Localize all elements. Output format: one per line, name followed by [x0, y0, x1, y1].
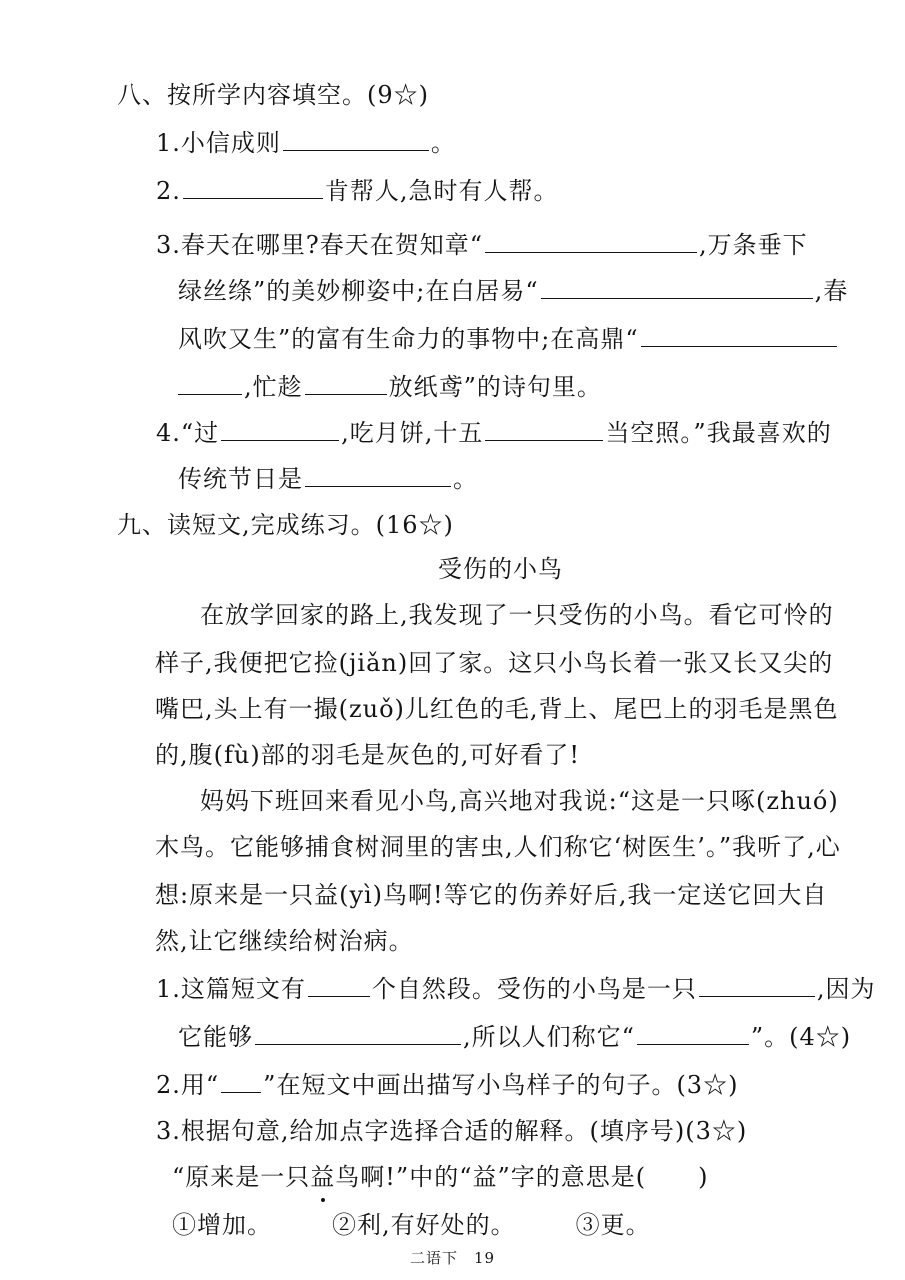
- answer-blank[interactable]: [541, 276, 813, 299]
- answer-blank[interactable]: [308, 974, 370, 997]
- option-2: ②利,有好处的。: [332, 1211, 516, 1239]
- answer-blank[interactable]: [637, 1022, 749, 1045]
- s9-question-1-line-1: 1.这篇短文有 个自然段。受伤的小鸟是一只 ,因为: [156, 975, 876, 1003]
- s8-question-1: 1.小信成则 。: [156, 129, 456, 157]
- s9-question-3-sentence: “原来是一只益鸟啊!”中的“益”字的意思是( ): [172, 1160, 708, 1194]
- s8-question-3-line-1: 3.春天在哪里?春天在贺知章“ ,万条垂下: [156, 231, 808, 259]
- dotted-character: 益: [310, 1160, 335, 1194]
- story-paragraph-2-line: 想:原来是一只益(yì)鸟啊!等它的伤养好后,我一定送它回大自: [155, 881, 828, 909]
- s8-question-4-line-2: 传统节日是 。: [178, 465, 478, 493]
- story-paragraph-1-line: 嘴巴,头上有一撮(zuǒ)儿红色的毛,背上、尾巴上的羽毛是黑色: [155, 695, 839, 723]
- answer-blank[interactable]: [485, 418, 603, 441]
- section-8-heading: 八、按所学内容填空。(9☆): [117, 81, 429, 109]
- answer-blank[interactable]: [641, 324, 837, 347]
- story-title: 受伤的小鸟: [438, 555, 563, 583]
- answer-blank[interactable]: [283, 128, 429, 151]
- story-paragraph-1-line: 样子,我便把它捡(jiǎn)回了家。这只小鸟长着一张又长又尖的: [155, 649, 834, 677]
- s8-question-3-line-3: 风吹又生”的富有生命力的事物中;在高鼎“: [178, 322, 839, 356]
- answer-blank[interactable]: [305, 372, 387, 395]
- answer-blank[interactable]: [255, 1022, 461, 1045]
- section-9-heading: 九、读短文,完成练习。(16☆): [117, 511, 454, 539]
- s9-question-3-heading: 3.根据句意,给加点字选择合适的解释。(填序号)(3☆): [156, 1117, 748, 1145]
- answer-blank[interactable]: [183, 176, 323, 199]
- answer-blank[interactable]: [178, 372, 242, 395]
- option-1: ①增加。: [172, 1211, 272, 1239]
- s9-question-1-line-2: 它能够 ,所以人们称它“ ”。(4☆): [178, 1023, 852, 1051]
- answer-blank[interactable]: [305, 464, 451, 487]
- story-paragraph-2-line: 木鸟。它能够捕食树洞里的害虫,人们称它‘树医生’。”我听了,心: [155, 833, 841, 861]
- option-3: ③更。: [575, 1211, 651, 1239]
- story-paragraph-2-line: 然,让它继续给树治病。: [155, 927, 414, 955]
- story-paragraph-1-line: 在放学回家的路上,我发现了一只受伤的小鸟。看它可怜的: [200, 601, 834, 629]
- s8-question-4-line-1: 4.“过 ,吃月饼,十五 当空照。”我最喜欢的: [156, 419, 832, 447]
- s9-question-3-options: [172, 1208, 651, 1242]
- underline-sample: [221, 1070, 261, 1093]
- story-paragraph-2-line: 妈妈下班回来看见小鸟,高兴地对我说:“这是一只啄(zhuó): [200, 787, 839, 815]
- s9-question-2: 2.用“ ”在短文中画出描写小鸟样子的句子。(3☆): [156, 1071, 739, 1099]
- page-footer: 二语下 19: [409, 1249, 496, 1267]
- s8-question-2: 2. 肯帮人,急时有人帮。: [156, 177, 559, 205]
- s8-question-3-line-2: 绿丝绦”的美妙柳姿中;在白居易“ ,春: [178, 277, 849, 305]
- answer-blank[interactable]: [221, 418, 339, 441]
- answer-blank[interactable]: [699, 974, 815, 997]
- answer-blank[interactable]: [485, 230, 697, 253]
- s8-question-3-line-4: ,忙趁 放纸鸢”的诗句里。: [178, 370, 602, 404]
- story-paragraph-1-line: 的,腹(fù)部的羽毛是灰色的,可好看了!: [155, 741, 580, 769]
